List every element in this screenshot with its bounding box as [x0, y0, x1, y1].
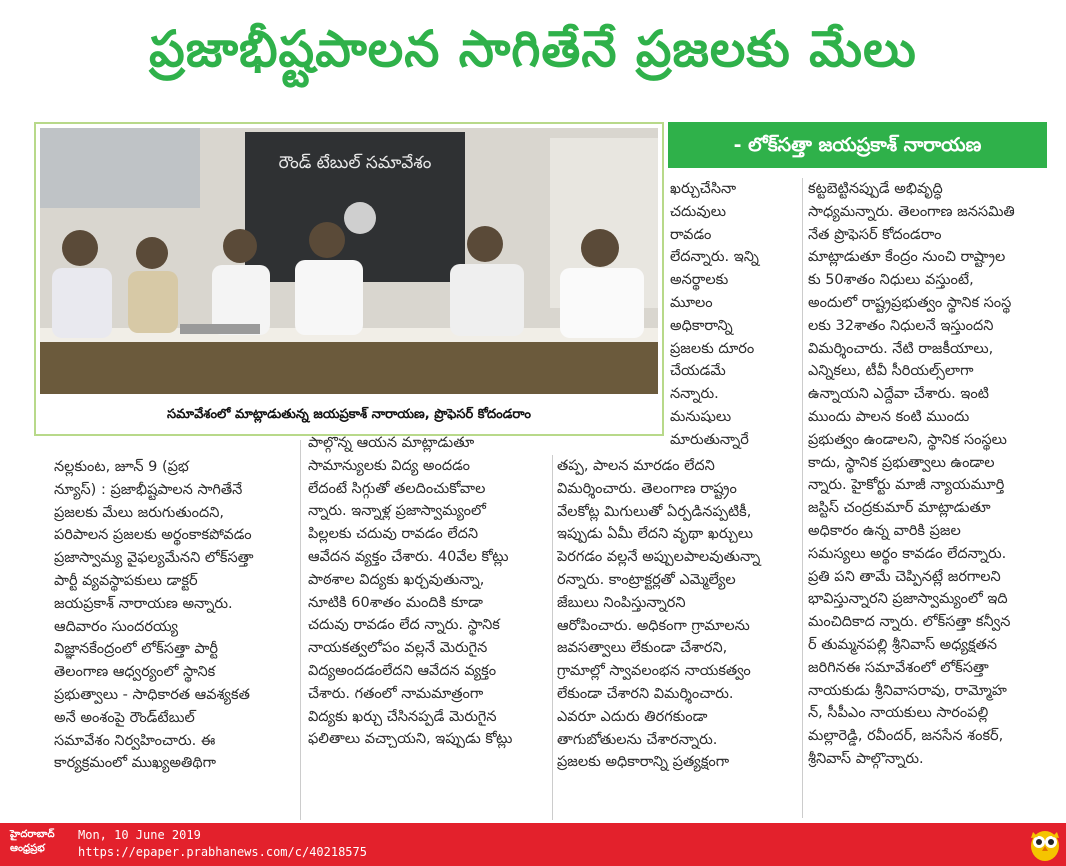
article-line: ఆరోపించారు. అధికంగా గ్రామాలను [557, 617, 750, 634]
article-line: ఇప్పుడు ఏమీ లేదని వృథా ఖర్చులు [557, 526, 754, 543]
article-line: ఉన్నాయని ఎద్దేవా చేశారు. ఇంటి [808, 386, 989, 403]
news-photo [40, 128, 658, 394]
article-line: చదువు రావడం లేద న్నారు. స్థానిక [308, 617, 500, 634]
article-line: నాయకుడు శ్రీనివాసరావు, రామ్మోహ [808, 682, 1007, 699]
article-line: నూటికి 60శాతం మందికి కూడా [308, 594, 483, 611]
article-line: విద్యకు ఖర్చు చేసినప్పడే మెరుగైన [308, 708, 497, 725]
article-line: చేశారు. గతంలో నామమాత్రంగా [308, 685, 484, 702]
article-line: మంచిదికాద న్నారు. లోక్‌సత్తా కన్వీన [808, 614, 1011, 631]
article-line: నన్నారు. [670, 386, 719, 403]
footer-bar [0, 823, 1066, 866]
logo-city: హైదరాబాద్ [10, 829, 55, 840]
article-line: అధికారాన్ని [670, 317, 733, 334]
article-line: సాధ్యమన్నారు. తెలంగాణ జనసమితి [808, 203, 1015, 220]
article-line: విద్యఅందడంలేదని ఆవేదన వ్యక్తం [308, 662, 497, 679]
article-line: ప్రజలకు దూరం [670, 340, 755, 357]
article-line: జరిగినఈ సమావేశంలో లోక్‌సత్తా [808, 659, 989, 676]
article-column-4-narrow [670, 178, 780, 452]
article-line: గ్రామాల్లో స్వావలంభన నాయకత్వం [557, 663, 751, 680]
article-line: కార్యక్రమంలో ముఖ్యఅతిథిగా [54, 755, 216, 772]
article-column-3 [557, 455, 797, 774]
article-line: తెలంగాణ ఆధ్వర్యంలో స్థానిక [54, 664, 216, 681]
article-line: జస్టిస్ చంద్రకుమార్ మాట్లాడుతూ [808, 500, 991, 517]
article-line: చదువులు [670, 203, 727, 220]
article-line: ప్రభుత్వం ఉండాలని, స్థానిక సంస్థలు [808, 431, 1007, 448]
article-line: పెరగడం వల్లనే అప్పులపాలవుతున్నా [557, 549, 761, 566]
article-line: వేలకోట్ల మిగులుతో ఏర్పడినప్పటికీ, [557, 503, 752, 520]
article-line: విజ్ఞానకేంద్రంలో లోక్‌సత్తా పార్టీ [54, 641, 218, 658]
article-line: జేబులు నింపిస్తున్నారని [557, 594, 686, 611]
article-line: న్నారు. ఇన్నాళ్ల ప్రజాస్వామ్యంలో [308, 503, 486, 520]
epaper-url[interactable]: https://epaper.prabhanews.com/c/40218575 [78, 845, 367, 859]
article-line: సమస్యలు అర్థం కావడం లేదన్నారు. [808, 545, 1007, 562]
article-line: కాదు, స్థానిక ప్రభుత్వాలు ఉండాల [808, 454, 995, 471]
article-line: ప్రజలకు మేలు జరుగుతుందని, [54, 504, 224, 521]
article-line: నాయకత్వలోపం వల్లనే మెరుగైన [308, 640, 488, 657]
article-line: అనే అంశంపై రౌండ్‌టేబుల్ [54, 709, 195, 726]
article-line: జవసత్వాలు లేకుండా చేశారని, [557, 640, 728, 657]
article-column-1 [54, 456, 294, 775]
owl-icon [1028, 826, 1062, 862]
article-line: లకు 32శాతం నిధులనే ఇస్తుందని [808, 317, 994, 334]
newspaper-logo [10, 828, 72, 860]
article-line: ముందు పాలన కంటి ముందు [808, 408, 970, 425]
article-line: లేదంటే సిగ్గుతో తలదించుకోవాల [308, 480, 486, 497]
article-line: ఫలితాలు వచ్చాయని, ఇప్పుడు కోట్లు [308, 731, 513, 748]
article-line: ఖర్చుచేసినా [670, 181, 737, 197]
article-line: న్యూస్) : ప్రజాభీష్టపాలన సాగితేనే [54, 481, 243, 498]
article-line: తప్ప, పాలన మారడం లేదని [557, 458, 715, 474]
article-line: మారుతున్నారే [670, 431, 749, 448]
article-line: శ్రీనివాస్ పాల్గొన్నారు. [808, 750, 924, 767]
article-line: ర్ తుమ్మనపల్లి శ్రీనివాస్ అధ్యక్షతన [808, 636, 998, 653]
article-line: మూలం [670, 294, 713, 311]
article-line: పాల్గొన్న ఆయన మాట్లాడుతూ [308, 435, 475, 451]
article-line: న్నారు. హైకోర్టు మాజీ న్యాయమూర్తి [808, 477, 1005, 494]
footer-info [78, 827, 367, 861]
byline: - లోక్‌సత్తా జయప్రకాశ్ నారాయణ [668, 122, 1047, 168]
article-line: నల్లకుంట, జూన్ 9 (ప్రభ [54, 459, 189, 475]
article-line: ఆవేదన వ్యక్తం చేశారు. 40వేల కోట్లు [308, 548, 509, 565]
article-line: అందులో రాష్ట్రప్రభుత్వం స్థానిక సంస్థ [808, 294, 1012, 311]
article-line: భావిస్తున్నారని ప్రజాస్వామ్యంలో ఇది [808, 591, 1008, 608]
logo-name: ఆంధ్రప్రభ [10, 843, 45, 854]
column-divider [300, 440, 301, 820]
article-line: ఎన్నికలు, టీవీ సీరియల్స్‌లాగా [808, 363, 974, 380]
article-line: అధికారం ఉన్న వారికి ప్రజల [808, 522, 961, 539]
article-line: ఆదివారం సుందరయ్య [54, 618, 179, 635]
article-line: సామాన్యులకు విద్య అందడం [308, 457, 470, 474]
article-line: జయప్రకాశ్ నారాయణ అన్నారు. [54, 595, 233, 612]
banner-text: రౌండ్ టేబుల్ సమావేశం [278, 153, 432, 173]
article-line: విమర్శించారు. నేటి రాజకీయాలు, [808, 340, 994, 357]
article-line: మనుషులు [670, 408, 732, 425]
article-line: పాఠశాల విద్యకు ఖర్చవుతున్నా, [308, 571, 485, 588]
article-line: ప్రభుత్వాలు - సాధికారత ఆవశ్యకత [54, 686, 250, 703]
article-line: మల్లారెడ్డి, రవీందర్, జనసేన శంకర్, [808, 728, 1004, 745]
article-line: అనర్థాలకు [670, 272, 729, 289]
edition-date: Mon, 10 June 2019 [78, 828, 201, 842]
article-line: ప్రతి పని తామే చెప్పినట్లే జరగాలని [808, 568, 1001, 585]
article-column-5 [808, 178, 1052, 771]
column-divider [802, 178, 803, 818]
article-line: లేదన్నారు. ఇన్ని [670, 249, 759, 266]
article-line: ఎవరూ ఎదురు తిరగకుండా [557, 708, 708, 725]
article-line: పరిపాలన ప్రజలకు అర్థంకాకపోవడం [54, 527, 252, 544]
article-line: ప్రజాస్వామ్య వైఫల్యమేనని లోక్‌సత్తా [54, 550, 254, 567]
photo-caption: సమావేశంలో మాట్లాడుతున్న జయప్రకాశ్ నారాయణ, ప్రొఫెసర్ కోదండరాం [167, 407, 531, 422]
article-line: రావడం [670, 226, 712, 243]
column-divider [552, 455, 553, 820]
article-line: కు 50శాతం నిధులు వస్తుంటే, [808, 272, 974, 289]
article-column-2 [308, 432, 550, 751]
article-line: మాట్లాడుతూ కేంద్రం నుంచి రాష్ట్రాల [808, 249, 1006, 266]
article-line: నేత ప్రొఫెసర్ కోదండరాం [808, 226, 942, 243]
photo-frame [34, 122, 664, 436]
article-line: ప్రజలకు అధికారాన్ని ప్రత్యక్షంగా [557, 754, 730, 771]
headline: ప్రజాభీష్టపాలన సాగితేనే ప్రజలకు మేలు [149, 19, 917, 78]
article-line: పార్టీ వ్యవస్థాపకులు డాక్టర్ [54, 572, 198, 589]
article-line: తాగుబోతులను చేశారన్నారు. [557, 731, 718, 748]
article-line: రన్నారు. కాంట్రాక్టర్లతో ఎమ్మెల్యేల [557, 571, 736, 588]
article-line: చేయడమే [670, 363, 726, 380]
article-line: సమావేశం నిర్వహించారు. ఈ [54, 732, 216, 749]
article-line: న్, సీపీఎం నాయకులు సారంపల్లి [808, 705, 989, 722]
article-line: పిల్లలకు చదువు రావడం లేదని [308, 526, 479, 543]
article-line: కట్టబెట్టినప్పుడే అభివృద్ధి [808, 181, 943, 197]
article-line: లేకుండా చేశారని విమర్శించారు. [557, 685, 734, 702]
article-line: విమర్శించారు. తెలంగాణ రాష్ట్రం [557, 480, 737, 497]
